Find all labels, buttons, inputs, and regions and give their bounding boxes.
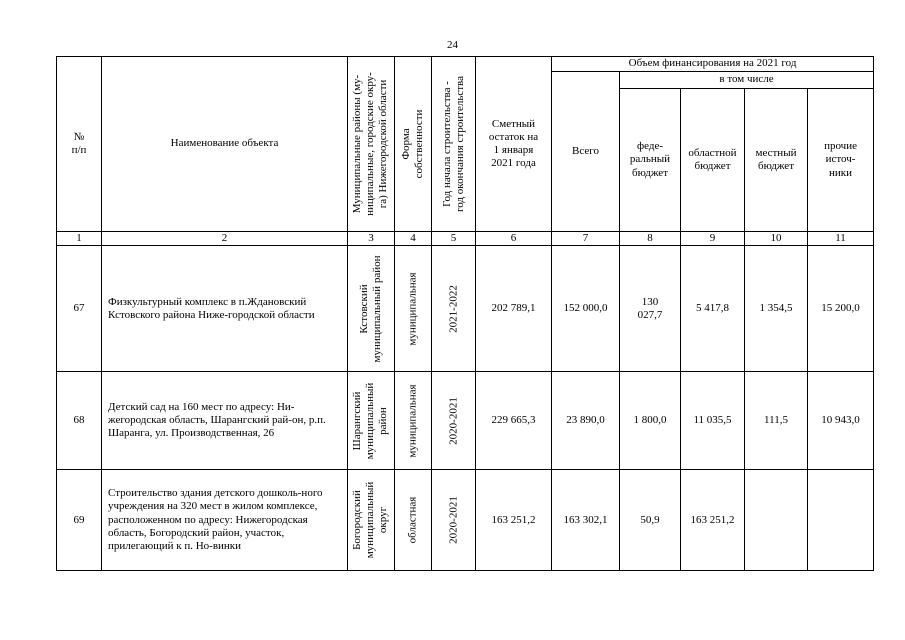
row-years-text: 2021-2022 xyxy=(446,284,459,333)
row-ownership-text: областная xyxy=(406,496,419,544)
row-years xyxy=(432,372,476,470)
row-municipality xyxy=(348,246,395,372)
header-municipality-text: Муниципальные районы (му- ниципальные, городские окру- га) Нижегородской области xyxy=(351,72,390,216)
row-regional: 163 251,2 xyxy=(681,470,745,571)
row-local xyxy=(745,470,808,571)
row-municipality-text: Богородский муниципальный округ xyxy=(351,481,390,559)
financing-table xyxy=(56,56,874,571)
row-other xyxy=(808,470,874,571)
row-municipality-text: Кстовский муниципальный район xyxy=(357,255,383,363)
header-total: Всего xyxy=(552,72,620,232)
column-number: 7 xyxy=(552,232,620,246)
row-years xyxy=(432,246,476,372)
header-name: Наименование объекта xyxy=(102,57,348,232)
table-row xyxy=(57,470,874,571)
header-ownership-text: Форма собственности xyxy=(399,109,425,179)
row-num: 68 xyxy=(57,372,102,470)
header-ownership xyxy=(395,57,432,232)
row-years xyxy=(432,470,476,571)
column-number: 3 xyxy=(348,232,395,246)
row-name: Детский сад на 160 мест по адресу: Ни-жегородская область, Шарангский рай-он, р.п. Шаранга, ул. Производственная, 26 xyxy=(102,372,348,470)
row-name: Строительство здания детского дошколь-ного учреждения на 320 мест в жилом комплексе, расположенном по адресу: Нижегородская область, Богородский район, участок, прилегающий к п. Но-винки xyxy=(102,470,348,571)
row-total: 152 000,0 xyxy=(552,246,620,372)
header-other: прочие источ- ники xyxy=(808,89,874,232)
table-row xyxy=(57,372,874,470)
row-name: Физкультурный комплекс в п.Ждановский Кстовского района Ниже-городской области xyxy=(102,246,348,372)
row-balance: 202 789,1 xyxy=(476,246,552,372)
row-local: 111,5 xyxy=(745,372,808,470)
header-financing: Объем финансирования на 2021 год xyxy=(552,57,874,72)
row-municipality xyxy=(348,470,395,571)
header-including: в том числе xyxy=(620,72,874,89)
row-ownership xyxy=(395,246,432,372)
header-municipality xyxy=(348,57,395,232)
row-regional: 11 035,5 xyxy=(681,372,745,470)
row-ownership-text: муниципальная xyxy=(406,384,419,458)
row-balance: 229 665,3 xyxy=(476,372,552,470)
header-num: № п/п xyxy=(57,57,102,232)
row-municipality xyxy=(348,372,395,470)
header-years-text: Год начала строительства - год окончания строительства xyxy=(440,76,466,212)
row-other: 15 200,0 xyxy=(808,246,874,372)
column-number: 2 xyxy=(102,232,348,246)
column-number: 8 xyxy=(620,232,681,246)
column-number: 4 xyxy=(395,232,432,246)
row-ownership xyxy=(395,470,432,571)
row-other: 10 943,0 xyxy=(808,372,874,470)
column-number: 10 xyxy=(745,232,808,246)
row-federal: 130 027,7 xyxy=(620,246,681,372)
row-num: 67 xyxy=(57,246,102,372)
row-num: 69 xyxy=(57,470,102,571)
row-ownership-text: муниципальная xyxy=(406,272,419,346)
column-number: 1 xyxy=(57,232,102,246)
page-number: 24 xyxy=(447,39,458,51)
row-federal: 1 800,0 xyxy=(620,372,681,470)
row-ownership xyxy=(395,372,432,470)
row-balance: 163 251,2 xyxy=(476,470,552,571)
column-number: 5 xyxy=(432,232,476,246)
row-years-text: 2020-2021 xyxy=(446,496,459,545)
header-row-top xyxy=(57,57,874,72)
row-municipality-text: Шарангский муниципальный район xyxy=(351,382,390,459)
header-years xyxy=(432,57,476,232)
column-numbers-row xyxy=(57,232,874,246)
header-balance: Сметный остаток на 1 января 2021 года xyxy=(476,57,552,232)
row-total: 163 302,1 xyxy=(552,470,620,571)
column-number: 9 xyxy=(681,232,745,246)
row-total: 23 890,0 xyxy=(552,372,620,470)
row-regional: 5 417,8 xyxy=(681,246,745,372)
header-local: местный бюджет xyxy=(745,89,808,232)
table-row xyxy=(57,246,874,372)
column-number: 11 xyxy=(808,232,874,246)
header-regional: областной бюджет xyxy=(681,89,745,232)
row-local: 1 354,5 xyxy=(745,246,808,372)
header-federal: феде- ральный бюджет xyxy=(620,89,681,232)
column-number: 6 xyxy=(476,232,552,246)
row-federal: 50,9 xyxy=(620,470,681,571)
row-years-text: 2020-2021 xyxy=(446,396,459,445)
